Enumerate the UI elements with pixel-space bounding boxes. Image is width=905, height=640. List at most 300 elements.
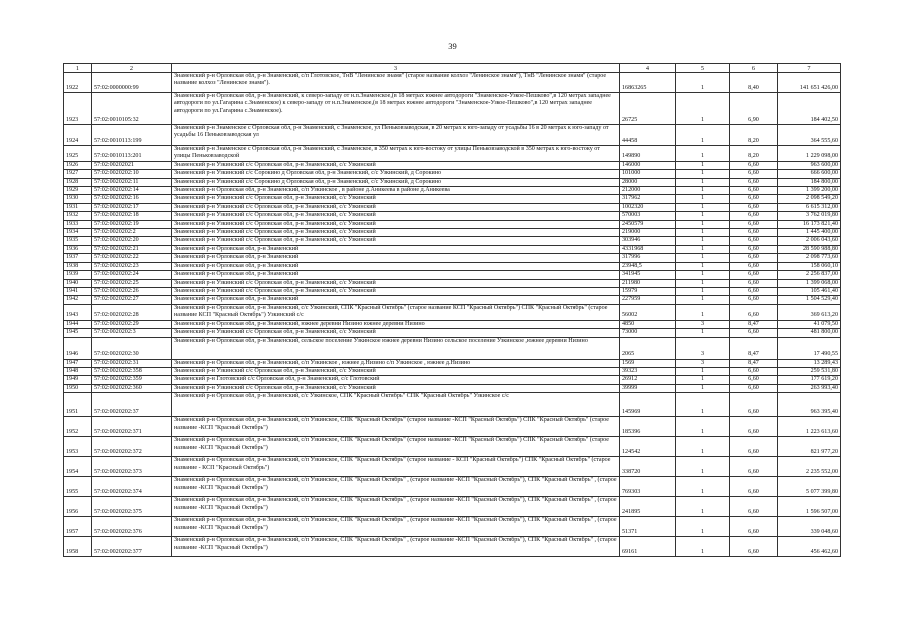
rate-cell: 6,60 xyxy=(730,287,778,295)
address-cell: Знаменский р-н Орловская обл, р-н Знаменский xyxy=(172,271,620,279)
rate-cell: 6,60 xyxy=(730,384,778,392)
value-cell: 481 800,00 xyxy=(778,329,841,337)
rate-cell: 8,40 xyxy=(730,73,778,93)
category-cell: 1 xyxy=(676,187,730,195)
rate-cell: 8,47 xyxy=(730,320,778,328)
rate-cell: 6,60 xyxy=(730,220,778,228)
address-cell: Знаменский р-н Знаменское с Орловская обл, р-н Знаменский, с Знаменское, ул Пеньковзаводская, в 20 метрах к юго-западу от усадьбы 16 в 20 метрах к юго-западу от усадьбы 16 Пеньковзаводская ул xyxy=(172,125,620,146)
table-row xyxy=(64,320,841,328)
address-cell: Знаменский р-н Орловская обл, р-н Знаменский, с/п Глотовское, ТнВ "Ленинское знамя" (старое название колхоз "Ленинское знамя"), ТнВ "Ленинское знамя" (старое название колхоз "Ленинское знамя"). xyxy=(172,73,620,93)
address-cell: Знаменский р-н Орловская обл, р-н Знаменский, с/п Узкинское, СПК "Красный Октябрь" , (старое название -КСП "Красный Октябрь"), СПК "Красный Октябрь" , (старое название -КСП "Красный Октябрь") xyxy=(172,477,620,497)
value-cell: 16 173 821,40 xyxy=(778,220,841,228)
row-number-cell: 1957 xyxy=(64,517,92,537)
cadastral-number-cell: 57:02:0020202:22 xyxy=(92,254,172,262)
table-row xyxy=(64,384,841,392)
area-cell: 44458 xyxy=(620,125,676,146)
cadastral-number-cell: 57:02:0020202:376 xyxy=(92,517,172,537)
row-number-cell: 1956 xyxy=(64,497,92,517)
address-cell: Знаменский р-н Узкинский с/с Орловская обл, р-н Знаменский, с/с Узкинский xyxy=(172,384,620,392)
category-cell: 1 xyxy=(676,254,730,262)
rate-cell: 6,60 xyxy=(730,170,778,178)
row-number-cell: 1954 xyxy=(64,457,92,477)
cadastral-number-cell: 57:02:0020202:23 xyxy=(92,262,172,270)
category-cell: 1 xyxy=(676,477,730,497)
row-number-cell: 1951 xyxy=(64,393,92,417)
rate-cell: 6,60 xyxy=(730,237,778,245)
rate-cell: 6,60 xyxy=(730,161,778,169)
area-cell: 211980 xyxy=(620,279,676,287)
address-cell: Знаменский р-н Узкинский с/с Орловская обл, р-н Знаменский, с/с Узкинский xyxy=(172,367,620,375)
category-cell: 1 xyxy=(676,329,730,337)
area-cell: 69161 xyxy=(620,537,676,557)
area-cell: 303946 xyxy=(620,237,676,245)
row-number-cell: 1953 xyxy=(64,437,92,457)
rate-cell: 6,60 xyxy=(730,229,778,237)
area-cell: 570003 xyxy=(620,212,676,220)
address-cell: Знаменский р-н Орловская обл, р-н Знаменский xyxy=(172,245,620,253)
area-cell: 4850 xyxy=(620,320,676,328)
value-cell: 963 600,00 xyxy=(778,161,841,169)
address-cell: Знаменский р-н Орловская обл, р-н Знаменский, с/с Узкинское, СПК "Красный Октябрь" СПК "Красный Октябрь" Узкинское с/с xyxy=(172,393,620,417)
rate-cell: 6,60 xyxy=(730,187,778,195)
row-number-cell: 1935 xyxy=(64,237,92,245)
table-row xyxy=(64,229,841,237)
table-row xyxy=(64,367,841,375)
rate-cell: 6,60 xyxy=(730,437,778,457)
table-row xyxy=(64,271,841,279)
table-row xyxy=(64,212,841,220)
rate-cell: 6,60 xyxy=(730,262,778,270)
rate-cell: 6,60 xyxy=(730,212,778,220)
cadastral-number-cell: 57:02:0020202:37 xyxy=(92,393,172,417)
value-cell: 339 048,60 xyxy=(778,517,841,537)
area-cell: 219000 xyxy=(620,229,676,237)
value-cell: 41 079,50 xyxy=(778,320,841,328)
row-number-cell: 1938 xyxy=(64,262,92,270)
table-row xyxy=(64,279,841,287)
area-cell: 101000 xyxy=(620,170,676,178)
value-cell: 821 977,20 xyxy=(778,437,841,457)
header-cell-3: 3 xyxy=(172,64,620,73)
land-plot-table xyxy=(63,63,841,557)
cadastral-number-cell: 57:02:0020202:17 xyxy=(92,203,172,211)
table-row xyxy=(64,497,841,517)
row-number-cell: 1931 xyxy=(64,203,92,211)
category-cell: 1 xyxy=(676,497,730,517)
table-row xyxy=(64,517,841,537)
area-cell: 341945 xyxy=(620,271,676,279)
rate-cell: 6,60 xyxy=(730,254,778,262)
rate-cell: 6,60 xyxy=(730,537,778,557)
area-cell: 241895 xyxy=(620,497,676,517)
area-cell: 39323 xyxy=(620,367,676,375)
value-cell: 1 504 529,40 xyxy=(778,296,841,304)
address-cell: Знаменский р-н Узкинский с/с Орловская обл, р-н Знаменский, с/с Узкинский xyxy=(172,229,620,237)
land-plot-table-container xyxy=(63,63,840,557)
rate-cell: 6,60 xyxy=(730,279,778,287)
cadastral-number-cell: 57:02:0020202:30 xyxy=(92,337,172,359)
category-cell: 3 xyxy=(676,337,730,359)
area-cell: 51371 xyxy=(620,517,676,537)
area-cell: 23948,5 xyxy=(620,262,676,270)
table-row xyxy=(64,376,841,384)
area-cell: 39999 xyxy=(620,384,676,392)
table-row xyxy=(64,178,841,186)
table-row xyxy=(64,237,841,245)
cadastral-number-cell: 57:02:00202021 xyxy=(92,161,172,169)
rate-cell: 6,60 xyxy=(730,296,778,304)
value-cell: 1 399 200,00 xyxy=(778,187,841,195)
table-row xyxy=(64,457,841,477)
address-cell: Знаменский р-н Орловская обл, р-н Знаменский, с/п Узкинское, СПК "Красный Октябрь" , (старое название -КСП "Красный Октябрь"), СПК "Красный Октябрь" , (старое название -КСП "Красный Октябрь") xyxy=(172,517,620,537)
rate-cell: 8,20 xyxy=(730,146,778,162)
header-cell-5: 5 xyxy=(676,64,730,73)
category-cell: 1 xyxy=(676,237,730,245)
value-cell: 2 098 773,60 xyxy=(778,254,841,262)
category-cell: 3 xyxy=(676,359,730,367)
address-cell: Знаменский р-н Орловская обл, р-н Знаменский xyxy=(172,254,620,262)
value-cell: 2 098 549,20 xyxy=(778,195,841,203)
row-number-cell: 1924 xyxy=(64,125,92,146)
address-cell: Знаменский р-н Орловская обл, р-н Знаменский, к северо-западу от н.п.Знаменское,(в 18 метрах южнее автодороги "Знаменское-Узкое-Пешково",в 120 метрах западнее автодороги по ул.Гагарина с.Знаменское) к северо-западу от н.п.Знаменское,(в 18 метрах южнее автодороги "Знаменское-Узкое-Пешково",в 120 метрах западнее автодороги по ул.Гагарина с.Знаменское). xyxy=(172,93,620,125)
category-cell: 1 xyxy=(676,537,730,557)
area-cell: 26725 xyxy=(620,93,676,125)
area-cell: 212000 xyxy=(620,187,676,195)
rate-cell: 8,20 xyxy=(730,125,778,146)
table-row xyxy=(64,170,841,178)
value-cell: 5 077 399,80 xyxy=(778,477,841,497)
cadastral-number-cell: 57:02:0020202:374 xyxy=(92,477,172,497)
row-number-cell: 1937 xyxy=(64,254,92,262)
table-row xyxy=(64,359,841,367)
cadastral-number-cell: 57:02:0020202:26 xyxy=(92,287,172,295)
category-cell: 1 xyxy=(676,125,730,146)
rate-cell: 6,90 xyxy=(730,93,778,125)
row-number-cell: 1936 xyxy=(64,245,92,253)
rate-cell: 6,60 xyxy=(730,457,778,477)
cadastral-number-cell: 57:02:0010113:201 xyxy=(92,146,172,162)
table-row xyxy=(64,254,841,262)
address-cell: Знаменский р-н Глотовский с/с Орловская обл, р-н Знаменский, с/с Глотовский xyxy=(172,376,620,384)
table-row xyxy=(64,245,841,253)
category-cell: 1 xyxy=(676,195,730,203)
rate-cell: 6,60 xyxy=(730,376,778,384)
area-cell: 145969 xyxy=(620,393,676,417)
row-number-cell: 1942 xyxy=(64,296,92,304)
address-cell: Знаменский р-н Орловская обл, р-н Знаменский, с/п Узкинское, СПК "Красный Октябрь" (старое название -КСП "Красный Октябрь") СПК "Красный Октябрь" (старое название -КСП "Красный Октябрь") xyxy=(172,417,620,437)
rate-cell: 6,60 xyxy=(730,393,778,417)
category-cell: 1 xyxy=(676,304,730,320)
row-number-cell: 1927 xyxy=(64,170,92,178)
value-cell: 1 399 068,00 xyxy=(778,279,841,287)
row-number-cell: 1947 xyxy=(64,359,92,367)
table-row xyxy=(64,417,841,437)
rate-cell: 6,60 xyxy=(730,367,778,375)
rate-cell: 6,60 xyxy=(730,304,778,320)
cadastral-number-cell: 57:02:0020202:358 xyxy=(92,367,172,375)
row-number-cell: 1945 xyxy=(64,329,92,337)
table-row xyxy=(64,262,841,270)
cadastral-number-cell: 57:02:0020202:372 xyxy=(92,437,172,457)
cadastral-number-cell: 57:02:0020202:27 xyxy=(92,296,172,304)
category-cell: 1 xyxy=(676,203,730,211)
area-cell: 227959 xyxy=(620,296,676,304)
address-cell: Знаменский р-н Узкинский с/с Орловская обл, р-н Знаменский, с/с Узкинский xyxy=(172,237,620,245)
value-cell: 184 402,50 xyxy=(778,93,841,125)
address-cell: Знаменский р-н Узкинский с/с Орловская обл, р-н Знаменский, с/с Узкинский xyxy=(172,195,620,203)
address-cell: Знаменский р-н Орловская обл, р-н Знаменский, с/п Узкинское, СПК "Красный Октябрь" (старое название -КСП "Красный Октябрь") СПК "Красный Октябрь" (старое название -КСП "Красный Октябрь") xyxy=(172,437,620,457)
value-cell: 141 651 426,00 xyxy=(778,73,841,93)
area-cell: 2450579 xyxy=(620,220,676,228)
value-cell: 1 223 613,60 xyxy=(778,417,841,437)
category-cell: 1 xyxy=(676,73,730,93)
table-row xyxy=(64,146,841,162)
area-cell: 124542 xyxy=(620,437,676,457)
cadastral-number-cell: 57:02:0020202:24 xyxy=(92,271,172,279)
rate-cell: 6,60 xyxy=(730,329,778,337)
category-cell: 1 xyxy=(676,161,730,169)
address-cell: Знаменский р-н Орловская обл, р-н Знаменский, с/п Узкинское , в районе д.Аникеева в районе д.Аникеева xyxy=(172,187,620,195)
value-cell: 2 235 552,00 xyxy=(778,457,841,477)
cadastral-number-cell: 57:02:0020202:28 xyxy=(92,304,172,320)
value-cell: 369 613,20 xyxy=(778,304,841,320)
area-cell: 1002320 xyxy=(620,203,676,211)
cadastral-number-cell: 57:02:0020202:18 xyxy=(92,212,172,220)
row-number-cell: 1939 xyxy=(64,271,92,279)
table-row xyxy=(64,296,841,304)
cadastral-number-cell: 57:02:0020202:2 xyxy=(92,229,172,237)
address-cell: Знаменский р-н Орловская обл, р-н Знаменский, с/п Узкинское, СПК "Красный Октябрь" , (старое название -КСП "Красный Октябрь"), СПК "Красный Октябрь" , (старое название -КСП "Красный Октябрь") xyxy=(172,497,620,517)
rate-cell: 6,60 xyxy=(730,517,778,537)
table-row xyxy=(64,125,841,146)
rate-cell: 6,60 xyxy=(730,245,778,253)
cadastral-number-cell: 57:02:0020202:10 xyxy=(92,170,172,178)
category-cell: 1 xyxy=(676,220,730,228)
category-cell: 1 xyxy=(676,93,730,125)
area-cell: 26912 xyxy=(620,376,676,384)
area-cell: 317962 xyxy=(620,195,676,203)
value-cell: 6 615 312,00 xyxy=(778,203,841,211)
area-cell: 16863265 xyxy=(620,73,676,93)
value-cell: 456 462,60 xyxy=(778,537,841,557)
value-cell: 1 596 507,00 xyxy=(778,497,841,517)
table-row xyxy=(64,287,841,295)
category-cell: 1 xyxy=(676,245,730,253)
row-number-cell: 1928 xyxy=(64,178,92,186)
address-cell: Знаменский р-н Орловская обл, р-н Знаменский, с/с Узкинский, СПК "Красный Октябрь" (старое название КСП "Красный Октябрь") СПК "Красный Октябрь" (старое название КСП "Красный Октябрь") Узкинский с/с xyxy=(172,304,620,320)
value-cell: 28 590 988,80 xyxy=(778,245,841,253)
table-row xyxy=(64,337,841,359)
cadastral-number-cell: 57:02:0020202:11 xyxy=(92,178,172,186)
row-number-cell: 1952 xyxy=(64,417,92,437)
address-cell: Знаменский р-н Узкинский с/с Орловская обл, р-н Знаменский, с/с Узкинский xyxy=(172,329,620,337)
value-cell: 2 256 837,00 xyxy=(778,271,841,279)
category-cell: 1 xyxy=(676,279,730,287)
header-cell-7: 7 xyxy=(778,64,841,73)
address-cell: Знаменский р-н Знаменское с Орловская обл, р-н Знаменский, с Знаменское, в 350 метрах к юго-востоку от улицы Пеньковзаводской в 350 метрах к юго-востоку от улицы Пеньковзаводской xyxy=(172,146,620,162)
cadastral-number-cell: 57:02:0020202:31 xyxy=(92,359,172,367)
category-cell: 1 xyxy=(676,384,730,392)
address-cell: Знаменский р-н Орловская обл, р-н Знаменский, с/п Узкинское , южнее д.Низино с/п Узкинское , южнее д.Низино xyxy=(172,359,620,367)
category-cell: 1 xyxy=(676,170,730,178)
value-cell: 2 006 043,60 xyxy=(778,237,841,245)
category-cell: 1 xyxy=(676,146,730,162)
value-cell: 1 229 098,00 xyxy=(778,146,841,162)
area-cell: 1569 xyxy=(620,359,676,367)
address-cell: Знаменский р-н Орловская обл, р-н Знаменский, сельское поселение Узкинское южнее деревни Низино сельское поселение Узкинское ,южнее деревни Низино xyxy=(172,337,620,359)
category-cell: 1 xyxy=(676,437,730,457)
value-cell: 158 060,10 xyxy=(778,262,841,270)
table-row xyxy=(64,187,841,195)
address-cell: Знаменский р-н Узкинский с/с Орловская обл, р-н Знаменский, с/с Узкинский xyxy=(172,212,620,220)
row-number-cell: 1944 xyxy=(64,320,92,328)
address-cell: Знаменский р-н Орловская обл, р-н Знаменский, с/п Узкинское, СПК "Красный Октябрь" (старое название - КСП "Красный Октябрь") СПК "Красный Октябрь" (старое название - КСП "Красный Октябрь") xyxy=(172,457,620,477)
area-cell: 185396 xyxy=(620,417,676,437)
category-cell: 1 xyxy=(676,296,730,304)
table-row xyxy=(64,393,841,417)
row-number-cell: 1923 xyxy=(64,93,92,125)
row-number-cell: 1922 xyxy=(64,73,92,93)
area-cell: 28000 xyxy=(620,178,676,186)
header-cell-1: 1 xyxy=(64,64,92,73)
cadastral-number-cell: 57:02:0020202:359 xyxy=(92,376,172,384)
address-cell: Знаменский р-н Орловская обл, р-н Знаменский xyxy=(172,262,620,270)
value-cell: 3 762 019,80 xyxy=(778,212,841,220)
category-cell: 1 xyxy=(676,457,730,477)
category-cell: 1 xyxy=(676,262,730,270)
category-cell: 1 xyxy=(676,376,730,384)
value-cell: 666 600,00 xyxy=(778,170,841,178)
cadastral-number-cell: 57:02:0020202:21 xyxy=(92,245,172,253)
header-cell-2: 2 xyxy=(92,64,172,73)
address-cell: Знаменский р-н Узкинский с/с Сорокино д Орловская обл, р-н Знаменский, с/с Узкинский, д Сорокино xyxy=(172,178,620,186)
area-cell: 56002 xyxy=(620,304,676,320)
cadastral-number-cell: 57:02:0010105:32 xyxy=(92,93,172,125)
row-number-cell: 1932 xyxy=(64,212,92,220)
cadastral-number-cell: 57:02:0020202:16 xyxy=(92,195,172,203)
row-number-cell: 1933 xyxy=(64,220,92,228)
table-row xyxy=(64,93,841,125)
table-row xyxy=(64,203,841,211)
cadastral-number-cell: 57:02:0000000:99 xyxy=(92,73,172,93)
category-cell: 1 xyxy=(676,417,730,437)
category-cell: 1 xyxy=(676,212,730,220)
cadastral-number-cell: 57:02:0020202:371 xyxy=(92,417,172,437)
category-cell: 3 xyxy=(676,320,730,328)
area-cell: 4331968 xyxy=(620,245,676,253)
area-cell: 317996 xyxy=(620,254,676,262)
address-cell: Знаменский р-н Узкинский с/с Орловская обл, р-н Знаменский, с/с Узкинский xyxy=(172,287,620,295)
row-number-cell: 1955 xyxy=(64,477,92,497)
area-cell: 73000 xyxy=(620,329,676,337)
value-cell: 105 461,40 xyxy=(778,287,841,295)
row-number-cell: 1930 xyxy=(64,195,92,203)
page-number: 39 xyxy=(448,41,457,51)
row-number-cell: 1925 xyxy=(64,146,92,162)
area-cell: 146000 xyxy=(620,161,676,169)
address-cell: Знаменский р-н Узкинский с/с Сорокино д Орловская обл, р-н Знаменский, с/с Узкинский, д Сорокино xyxy=(172,170,620,178)
table-row xyxy=(64,195,841,203)
rate-cell: 8,47 xyxy=(730,359,778,367)
table-row xyxy=(64,329,841,337)
value-cell: 364 555,60 xyxy=(778,125,841,146)
row-number-cell: 1946 xyxy=(64,337,92,359)
address-cell: Знаменский р-н Узкинский с/с Орловская обл, р-н Знаменский, с/с Узкинский xyxy=(172,203,620,211)
table-row xyxy=(64,161,841,169)
area-cell: 149890 xyxy=(620,146,676,162)
value-cell: 13 289,43 xyxy=(778,359,841,367)
category-cell: 1 xyxy=(676,517,730,537)
rate-cell: 6,60 xyxy=(730,195,778,203)
table-row xyxy=(64,220,841,228)
value-cell: 263 993,40 xyxy=(778,384,841,392)
cadastral-number-cell: 57:02:0020202:3 xyxy=(92,329,172,337)
value-cell: 1 445 400,00 xyxy=(778,229,841,237)
address-cell: Знаменский р-н Узкинский с/с Орловская обл, р-н Знаменский, с/с Узкинский xyxy=(172,279,620,287)
area-cell: 769303 xyxy=(620,477,676,497)
category-cell: 1 xyxy=(676,367,730,375)
table-row xyxy=(64,73,841,93)
header-cell-4: 4 xyxy=(620,64,676,73)
category-cell: 1 xyxy=(676,287,730,295)
header-cell-6: 6 xyxy=(730,64,778,73)
rate-cell: 6,60 xyxy=(730,271,778,279)
row-number-cell: 1941 xyxy=(64,287,92,295)
address-cell: Знаменский р-н Узкинский с/с Орловская обл, р-н Знаменский, с/с Узкинский xyxy=(172,220,620,228)
value-cell: 17 490,55 xyxy=(778,337,841,359)
cadastral-number-cell: 57:02:0020202:377 xyxy=(92,537,172,557)
row-number-cell: 1943 xyxy=(64,304,92,320)
row-number-cell: 1949 xyxy=(64,376,92,384)
rate-cell: 6,60 xyxy=(730,178,778,186)
row-number-cell: 1958 xyxy=(64,537,92,557)
value-cell: 259 531,80 xyxy=(778,367,841,375)
cadastral-number-cell: 57:02:0020202:29 xyxy=(92,320,172,328)
row-number-cell: 1926 xyxy=(64,161,92,169)
rate-cell: 8,47 xyxy=(730,337,778,359)
cadastral-number-cell: 57:02:0020202:20 xyxy=(92,237,172,245)
cadastral-number-cell: 57:02:0020202:25 xyxy=(92,279,172,287)
rate-cell: 6,60 xyxy=(730,203,778,211)
rate-cell: 6,60 xyxy=(730,497,778,517)
row-number-cell: 1929 xyxy=(64,187,92,195)
table-row xyxy=(64,437,841,457)
category-cell: 1 xyxy=(676,271,730,279)
category-cell: 1 xyxy=(676,229,730,237)
value-cell: 963 395,40 xyxy=(778,393,841,417)
row-number-cell: 1948 xyxy=(64,367,92,375)
table-row xyxy=(64,477,841,497)
area-cell: 15979 xyxy=(620,287,676,295)
rate-cell: 6,60 xyxy=(730,417,778,437)
table-row xyxy=(64,537,841,557)
table-body xyxy=(64,73,841,557)
row-number-cell: 1940 xyxy=(64,279,92,287)
table-row xyxy=(64,304,841,320)
category-cell: 1 xyxy=(676,178,730,186)
header-row xyxy=(64,64,841,73)
address-cell: Знаменский р-н Орловская обл, р-н Знаменский, южнее деревни Низино южнее деревни Низино xyxy=(172,320,620,328)
cadastral-number-cell: 57:02:0020202:373 xyxy=(92,457,172,477)
value-cell: 177 619,20 xyxy=(778,376,841,384)
address-cell: Знаменский р-н Узкинский с/с Орловская обл, р-н Знаменский, с/с Узкинский xyxy=(172,161,620,169)
cadastral-number-cell: 57:02:0020202:360 xyxy=(92,384,172,392)
value-cell: 184 800,00 xyxy=(778,178,841,186)
address-cell: Знаменский р-н Орловская обл, р-н Знаменский xyxy=(172,296,620,304)
cadastral-number-cell: 57:02:0020202:14 xyxy=(92,187,172,195)
cadastral-number-cell: 57:02:0020202:375 xyxy=(92,497,172,517)
cadastral-number-cell: 57:02:0020202:19 xyxy=(92,220,172,228)
